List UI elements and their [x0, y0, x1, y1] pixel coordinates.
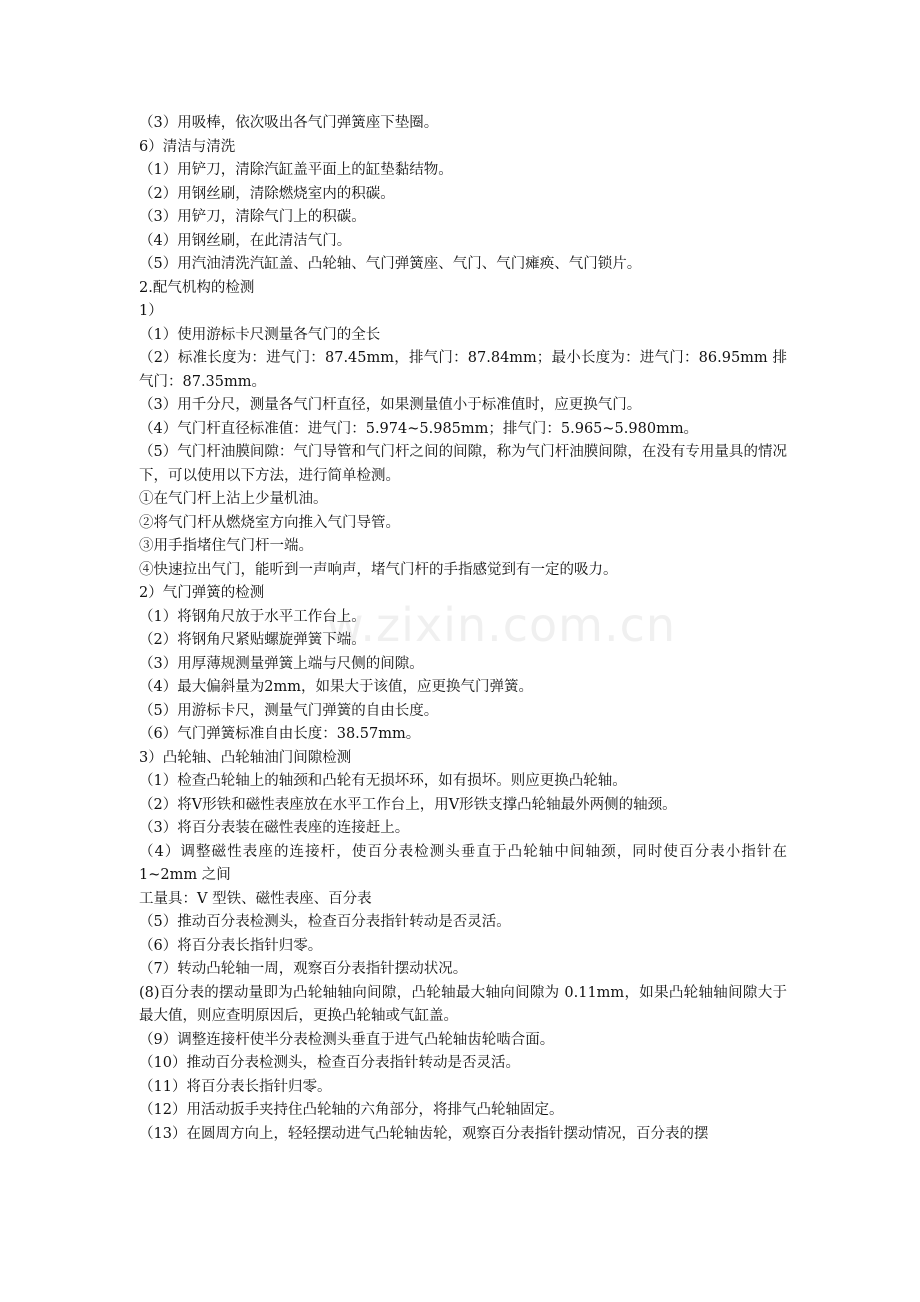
paragraph-line: （2）将钢角尺紧贴螺旋弹簧下端。	[139, 632, 366, 648]
paragraph-line: （10）推动百分表检测头，检查百分表指针转动是否灵活。	[139, 1055, 520, 1071]
paragraph-line: （2）标准长度为：进气门：87.45mm，排气门：87.84mm；最小长度为：进气门：86.95mm 排气门：87.35mm。	[139, 350, 787, 390]
paragraph-line: （2）用钢丝刷，清除燃烧室内的积碳。	[139, 185, 395, 202]
paragraph-line: (8)百分表的摆动量即为凸轮轴轴向间隙，凸轮轴最大轴向间隙为 0.11mm，如果凸轮轴轴间隙大于最大值，则应查明原因后，更换凸轮轴或气缸盖。	[139, 984, 787, 1024]
paragraph-line: （5）气门杆油膜间隙：气门导管和气门杆之间的间隙，称为气门杆油膜间隙，在没有专用量具的情况下，可以使用以下方法，进行简单检测。	[139, 444, 787, 484]
paragraph-line: ④快速拉出气门，能听到一声响声，堵气门杆的手指感觉到有一定的吸力。	[139, 561, 618, 578]
paragraph-line: （3）用厚薄规测量弹簧上端与尺侧的间隙。	[139, 655, 424, 672]
paragraph-line: （5）用游标卡尺，测量气门弹簧的自由长度。	[139, 702, 439, 719]
paragraph-line: （1）使用游标卡尺测量各气门的全长	[139, 326, 381, 343]
section-heading: 2）气门弹簧的检测	[139, 585, 265, 601]
document-body	[139, 112, 787, 1146]
paragraph-line: （5）推动百分表检测头，检查百分表指针转动是否灵活。	[139, 914, 511, 930]
paragraph-line: （4）用钢丝刷，在此清洁气门。	[139, 232, 352, 249]
paragraph-line: ②将气门杆从燃烧室方向推入气门导管。	[139, 514, 400, 531]
paragraph-line: （6）气门弹簧标准自由长度：38.57mm。	[139, 726, 421, 742]
paragraph-line: ①在气门杆上沾上少量机油。	[139, 491, 328, 507]
paragraph-line: （3）用吸棒，依次吸出各气门弹簧座下垫圈。	[139, 115, 439, 131]
paragraph-line: （4）气门杆直径标准值：进气门：5.974~5.985mm；排气门：5.965~5.980mm。	[139, 420, 699, 437]
section-heading: 3）凸轮轴、凸轮轴油门间隙检测	[139, 749, 352, 766]
paragraph-line: （3）用铲刀，清除气门上的积碳。	[139, 209, 366, 225]
section-heading: 6）清洁与清洗	[139, 138, 236, 155]
paragraph-line: （2）将V形铁和磁性表座放在水平工作台上，用V形铁支撑凸轮轴最外两侧的轴颈。	[139, 796, 677, 813]
paragraph-line: （13）在圆周方向上，轻轻摆动进气凸轮轴齿轮，观察百分表指针摆动情况，百分表的摆	[139, 1125, 709, 1142]
section-heading: 2.配气机构的检测	[139, 279, 255, 296]
paragraph-line: （9）调整连接杆使半分表检测头垂直于进气凸轮轴齿轮啮合面。	[139, 1031, 555, 1048]
paragraph-line: （4）调整磁性表座的连接杆，使百分表检测头垂直于凸轮轴中间轴颈，同时使百分表小指针在 1~2mm 之间	[139, 843, 787, 883]
paragraph-line: （1）检查凸轮轴上的轴颈和凸轮有无损坏环，如有损坏。则应更换凸轮轴。	[139, 773, 627, 789]
paragraph-line: （12）用活动扳手夹持住凸轮轴的六角部分，将排气凸轮轴固定。	[139, 1102, 564, 1118]
paragraph-line: （6）将百分表长指针归零。	[139, 937, 323, 954]
paragraph-line: 工量具：V 型铁、磁性表座、百分表	[139, 890, 372, 907]
paragraph-line: （3）用千分尺，测量各气门杆直径，如果测量值小于标准值时，应更换气门。	[139, 397, 642, 413]
paragraph-line: （3）将百分表装在磁性表座的连接赶上。	[139, 820, 410, 836]
section-heading: 1）	[139, 303, 163, 319]
paragraph-line: （1）用铲刀，清除汽缸盖平面上的缸垫黏结物。	[139, 162, 453, 178]
watermark: w.zixin.com.cn	[326, 598, 677, 652]
paragraph-line: （7）转动凸轮轴一周，观察百分表指针摆动状况。	[139, 961, 468, 977]
paragraph-line: （11）将百分表长指针归零。	[139, 1078, 332, 1095]
paragraph-line: ③用手指堵住气门杆一端。	[139, 538, 313, 554]
paragraph-line: （5）用汽油清洗汽缸盖、凸轮轴、气门弹簧座、气门、气门瘫痪、气门锁片。	[139, 256, 642, 272]
paragraph-line: （4）最大偏斜量为2mm，如果大于该值，应更换气门弹簧。	[139, 679, 533, 695]
paragraph-line: （1）将钢角尺放于水平工作台上。	[139, 608, 366, 625]
